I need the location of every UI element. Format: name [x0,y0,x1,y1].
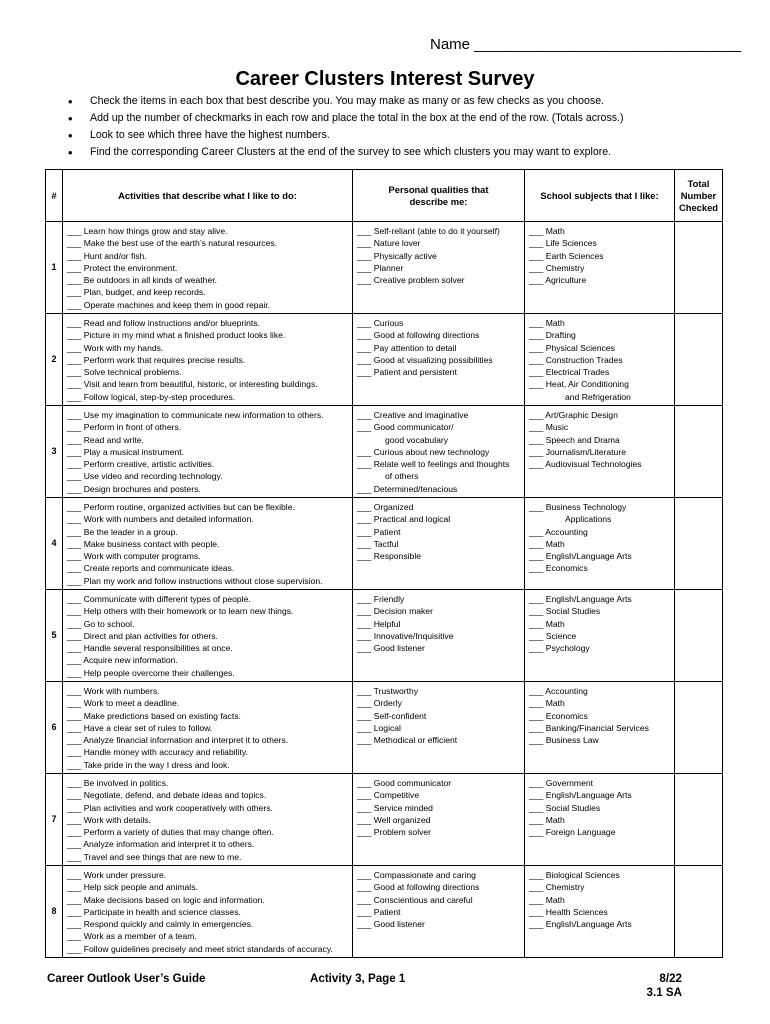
quality-checkbox-item[interactable]: ___ Trustworthy [357,686,419,696]
qualities-cell [353,590,525,682]
header-activities: Activities that describe what I like to do: [63,170,353,222]
row-number: 4 [46,498,63,590]
activity-checkbox-item[interactable]: ___ Be involved in politics. [67,778,169,788]
activity-checkbox-item[interactable]: ___ Read and follow instructions and/or blueprints. [67,318,260,328]
activity-checkbox-item[interactable]: ___ Analyze financial information and interpret it to others. [67,735,289,746]
name-field-label: Name ________________________________ [430,36,742,53]
instruction-item: • Add up the number of checkmarks in each row and place the total in the box at the end of the row. (Totals across.) [68,110,624,127]
quality-checkbox-item[interactable]: ___ Good communicator/ [357,422,454,433]
total-checked-box[interactable] [675,866,723,958]
instructions-list [68,93,624,161]
subject-checkbox-item[interactable]: ___ Physical Sciences [529,342,615,353]
row-number: 3 [46,406,63,498]
quality-checkbox-item[interactable]: ___ Service minded [357,802,433,813]
subject-checkbox-item[interactable]: ___ Accounting [529,686,588,696]
subject-checkbox-item[interactable]: ___ Foreign Language [529,827,616,838]
activity-checkbox-item[interactable]: ___ Help people overcome their challenges. [67,667,235,678]
activity-checkbox-item[interactable]: ___ Plan activities and work cooperatively with others. [67,802,273,813]
header-qualities-line: Personal qualities that [388,183,489,195]
row-number: 8 [46,866,63,958]
row-number: 6 [46,682,63,774]
quality-checkbox-item[interactable]: ___ Conscientious and careful [357,894,473,905]
header-subjects: School subjects that I like: [525,170,675,222]
activity-checkbox-item[interactable]: ___ Perform work that requires precise results. [67,354,246,365]
qualities-cell [353,314,525,406]
subject-checkbox-item[interactable]: ___ Math [529,698,565,709]
subject-checkbox-item[interactable]: ___ English/Language Arts [529,790,632,801]
subject-checkbox-item[interactable]: ___ Economics [529,563,588,574]
instruction-item: • Check the items in each box that best describe you. You may make as many or as few checks as you choose. [68,93,624,110]
footer-activity-page: Activity 3, Page 1 [310,972,406,985]
activity-checkbox-item[interactable]: ___ Have a clear set of rules to follow. [67,722,213,733]
quality-checkbox-item[interactable]: ___ Orderly [357,698,402,709]
activities-cell [63,314,353,406]
quality-checkbox-item[interactable]: ___ Compassionate and caring [357,870,476,880]
header-total [675,170,723,222]
subject-checkbox-item[interactable]: ___ Electrical Trades [529,367,610,378]
row-number: 5 [46,590,63,682]
subject-checkbox-item[interactable]: ___ Biological Sciences [529,870,620,880]
subject-checkbox-item[interactable]: ___ Construction Trades [529,354,623,365]
subject-checkbox-item[interactable]: ___ Psychology [529,643,590,654]
subject-checkbox-item[interactable]: ___ Math [529,894,565,905]
header-total-line: Total [687,177,710,189]
activities-cell [63,406,353,498]
subject-checkbox-item[interactable]: ___ Math [529,814,565,825]
table-header-row [46,170,723,222]
header-number: # [46,170,63,222]
activity-checkbox-item[interactable]: ___ Go to school. [67,618,135,629]
subject-checkbox-item[interactable]: ___ Chemistry [529,262,585,273]
subjects-cell [525,866,675,958]
quality-checkbox-item[interactable]: ___ Patient and persistent [357,367,457,378]
subject-checkbox-item[interactable]: ___ Social Studies [529,606,601,617]
activity-checkbox-item[interactable]: ___ Solve technical problems. [67,367,182,378]
activity-checkbox-item[interactable]: ___ Handle money with accuracy and reliability. [67,747,248,758]
quality-checkbox-item[interactable]: ___ Patient [357,906,401,917]
activity-checkbox-item[interactable]: ___ Follow guidelines precisely and meet strict standards of accuracy. [67,943,333,954]
quality-checkbox-item[interactable]: ___ Determined/tenacious [357,483,458,494]
subject-checkbox-item[interactable]: ___ Math [529,538,565,549]
table-row [46,590,723,682]
subject-checkbox-item[interactable]: ___ Government [529,778,594,788]
activity-checkbox-item[interactable]: ___ Hunt and/or fish. [67,250,147,261]
activity-checkbox-item[interactable]: ___ Take pride in the way I dress and look. [67,759,230,770]
quality-checkbox-item[interactable]: ___ Competitive [357,790,420,801]
activity-checkbox-item[interactable]: ___ Analyze information and interpret it to others. [67,839,255,850]
quality-item-continuation[interactable]: of others [385,471,419,482]
quality-checkbox-item[interactable]: ___ Innovative/Inquisitive [357,630,454,641]
page-title: Career Clusters Interest Survey [235,68,535,90]
footer-date: 8/22 [659,972,682,985]
total-checked-box[interactable] [675,590,723,682]
activity-checkbox-item[interactable]: ___ Use my imagination to communicate new information to others. [67,410,324,420]
quality-checkbox-item[interactable]: ___ Good at visualizing possibilities [357,354,493,365]
activity-checkbox-item[interactable]: ___ Perform in front of others. [67,422,182,433]
qualities-cell [353,498,525,590]
subject-checkbox-item[interactable]: ___ Math [529,318,565,328]
subject-checkbox-item[interactable]: ___ Earth Sciences [529,250,604,261]
subject-checkbox-item[interactable]: ___ Chemistry [529,882,585,893]
activities-cell [63,774,353,866]
qualities-cell [353,866,525,958]
quality-checkbox-item[interactable]: ___ Organized [357,502,414,512]
activity-checkbox-item[interactable]: ___ Perform creative, artistic activities. [67,459,215,470]
quality-item-continuation[interactable]: good vocabulary [385,434,449,445]
table-row [46,222,723,314]
quality-checkbox-item[interactable]: ___ Methodical or efficient [357,735,458,746]
subject-item-continuation[interactable]: Applications [565,514,612,525]
header-qualities-line: describe me: [409,195,468,207]
footer-guide-title: Career Outlook User’s Guide [47,972,206,985]
table-row [46,866,723,958]
quality-checkbox-item[interactable]: ___ Responsible [357,551,422,562]
activity-checkbox-item[interactable]: ___ Read and write. [67,434,144,445]
activity-checkbox-item[interactable]: ___ Be the leader in a group. [67,526,178,537]
quality-checkbox-item[interactable]: ___ Friendly [357,594,405,604]
activity-checkbox-item[interactable]: ___ Picture in my mind what a finished product looks like. [67,330,286,341]
activity-checkbox-item[interactable]: ___ Make decisions based on logic and information. [67,894,265,905]
quality-checkbox-item[interactable]: ___ Physically active [357,250,437,261]
activity-checkbox-item[interactable]: ___ Use video and recording technology. [67,471,223,482]
total-checked-box[interactable] [675,774,723,866]
activity-checkbox-item[interactable]: ___ Work as a member of a team. [67,931,197,942]
activity-checkbox-item[interactable]: ___ Work with my hands. [67,342,164,353]
quality-checkbox-item[interactable]: ___ Curious [357,318,404,328]
activity-checkbox-item[interactable]: ___ Make business contact with people. [67,538,220,549]
quality-checkbox-item[interactable]: ___ Good communicator [357,778,452,788]
total-checked-box[interactable] [675,406,723,498]
activity-checkbox-item[interactable]: ___ Work with numbers. [67,686,160,696]
subject-checkbox-item[interactable]: ___ Accounting [529,526,588,537]
subjects-cell [525,498,675,590]
quality-checkbox-item[interactable]: ___ Self-reliant (able to do it yourself) [357,226,500,236]
activity-checkbox-item[interactable]: ___ Operate machines and keep them in good repair. [67,299,271,310]
subject-checkbox-item[interactable]: ___ Agriculture [529,275,587,286]
subject-checkbox-item[interactable]: ___ Journalism/Literature [529,446,626,457]
subject-checkbox-item[interactable]: ___ Art/Graphic Design [529,410,618,420]
subjects-cell [525,222,675,314]
subject-item-continuation[interactable]: and Refrigeration [565,391,631,402]
activities-cell [63,222,353,314]
activity-checkbox-item[interactable]: ___ Work with numbers and detailed information. [67,514,254,525]
activities-cell [63,498,353,590]
activity-checkbox-item[interactable]: ___ Plan my work and follow instructions without close supervision. [67,575,323,586]
quality-checkbox-item[interactable]: ___ Helpful [357,618,401,629]
quality-checkbox-item[interactable]: ___ Creative and imaginative [357,410,469,420]
activities-cell [63,682,353,774]
subject-checkbox-item[interactable]: ___ Life Sciences [529,238,597,249]
quality-checkbox-item[interactable]: ___ Patient [357,526,401,537]
quality-checkbox-item[interactable]: ___ Self-confident [357,710,427,721]
activities-cell [63,866,353,958]
subject-checkbox-item[interactable]: ___ Health Sciences [529,906,608,917]
qualities-cell [353,222,525,314]
total-checked-box[interactable] [675,222,723,314]
quality-checkbox-item[interactable]: ___ Creative problem solver [357,275,465,286]
activity-checkbox-item[interactable]: ___ Visit and learn from beautiful, historic, or interesting buildings. [67,379,318,390]
quality-checkbox-item[interactable]: ___ Relate well to feelings and thoughts [357,459,510,470]
activity-checkbox-item[interactable]: ___ Work to meet a deadline. [67,698,180,709]
subject-checkbox-item[interactable]: ___ Audiovisual Technologies [529,459,642,470]
activity-checkbox-item[interactable]: ___ Help sick people and animals. [67,882,198,893]
subject-checkbox-item[interactable]: ___ Heat, Air Conditioning [529,379,629,390]
footer-code: 3.1 SA [646,986,682,999]
quality-checkbox-item[interactable]: ___ Well organized [357,814,431,825]
total-checked-box[interactable] [675,314,723,406]
header-total-line: Checked [678,201,719,213]
activity-checkbox-item[interactable]: ___ Direct and plan activities for others. [67,630,218,641]
activity-checkbox-item[interactable]: ___ Help others with their homework or to learn new things. [67,606,294,617]
activity-checkbox-item[interactable]: ___ Work with computer programs. [67,551,201,562]
subjects-cell [525,406,675,498]
activity-checkbox-item[interactable]: ___ Handle several responsibilities at once. [67,643,233,654]
activity-checkbox-item[interactable]: ___ Protect the environment. [67,262,178,273]
table-row [46,682,723,774]
activities-cell [63,590,353,682]
quality-checkbox-item[interactable]: ___ Good at following directions [357,330,480,341]
quality-checkbox-item[interactable]: ___ Logical [357,722,401,733]
qualities-cell [353,406,525,498]
survey-table [45,169,723,958]
activity-checkbox-item[interactable]: ___ Acquire new information. [67,655,178,666]
subjects-cell [525,682,675,774]
qualities-cell [353,774,525,866]
subject-checkbox-item[interactable]: ___ English/Language Arts [529,551,632,562]
subject-checkbox-item[interactable]: ___ Business Technology [529,502,627,512]
activity-checkbox-item[interactable]: ___ Work with details. [67,814,151,825]
quality-checkbox-item[interactable]: ___ Curious about new technology [357,446,490,457]
subject-checkbox-item[interactable]: ___ English/Language Arts [529,919,632,930]
subject-checkbox-item[interactable]: ___ Music [529,422,569,433]
activity-checkbox-item[interactable]: ___ Negotiate, defend, and debate ideas and topics. [67,790,267,801]
instruction-item: • Look to see which three have the highest numbers. [68,127,624,144]
activity-checkbox-item[interactable]: ___ Learn how things grow and stay alive. [67,226,228,236]
instruction-item: • Find the corresponding Career Clusters at the end of the survey to see which clusters you may want to explore. [68,144,624,161]
activity-checkbox-item[interactable]: ___ Participate in health and science classes. [67,906,241,917]
activity-checkbox-item[interactable]: ___ Work under pressure. [67,870,167,880]
subject-checkbox-item[interactable]: ___ Math [529,618,565,629]
quality-checkbox-item[interactable]: ___ Pay attention to detail [357,342,457,353]
activity-checkbox-item[interactable]: ___ Play a musical instrument. [67,446,185,457]
quality-checkbox-item[interactable]: ___ Tactful [357,538,399,549]
row-number: 2 [46,314,63,406]
activity-checkbox-item[interactable]: ___ Perform a variety of duties that may change often. [67,827,274,838]
activity-checkbox-item[interactable]: ___ Travel and see things that are new to me. [67,851,242,862]
total-checked-box[interactable] [675,682,723,774]
activity-checkbox-item[interactable]: ___ Follow logical, step-by-step procedures. [67,391,236,402]
activity-checkbox-item[interactable]: ___ Communicate with different types of people. [67,594,251,604]
table-row [46,498,723,590]
subjects-cell [525,314,675,406]
activity-checkbox-item[interactable]: ___ Make predictions based on existing facts. [67,710,241,721]
activity-checkbox-item[interactable]: ___ Create reports and communicate ideas. [67,563,235,574]
header-total-line: Number [680,189,717,201]
quality-checkbox-item[interactable]: ___ Decision maker [357,606,433,617]
subject-checkbox-item[interactable]: ___ Social Studies [529,802,601,813]
footer-version [600,972,682,1000]
total-checked-box[interactable] [675,498,723,590]
activity-checkbox-item[interactable]: ___ Perform routine, organized activities but can be flexible. [67,502,295,512]
quality-checkbox-item[interactable]: ___ Nature lover [357,238,421,249]
quality-checkbox-item[interactable]: ___ Good at following directions [357,882,480,893]
subject-checkbox-item[interactable]: ___ English/Language Arts [529,594,632,604]
table-row [46,314,723,406]
subject-checkbox-item[interactable]: ___ Drafting [529,330,576,341]
activity-checkbox-item[interactable]: ___ Be outdoors in all kinds of weather. [67,275,218,286]
activity-checkbox-item[interactable]: ___ Respond quickly and calmly in emergencies. [67,919,254,930]
subject-checkbox-item[interactable]: ___ Economics [529,710,588,721]
row-number: 7 [46,774,63,866]
activity-checkbox-item[interactable]: ___ Design brochures and posters. [67,483,201,494]
quality-checkbox-item[interactable]: ___ Practical and logical [357,514,451,525]
subject-checkbox-item[interactable]: ___ Math [529,226,565,236]
subject-checkbox-item[interactable]: ___ Banking/Financial Services [529,722,649,733]
subject-checkbox-item[interactable]: ___ Science [529,630,577,641]
table-row [46,406,723,498]
quality-checkbox-item[interactable]: ___ Good listener [357,643,425,654]
activity-checkbox-item[interactable]: ___ Make the best use of the earth’s natural resources. [67,238,278,249]
quality-checkbox-item[interactable]: ___ Good listener [357,919,425,930]
quality-checkbox-item[interactable]: ___ Planner [357,262,404,273]
row-number: 1 [46,222,63,314]
subjects-cell [525,774,675,866]
quality-checkbox-item[interactable]: ___ Problem solver [357,827,432,838]
subjects-cell [525,590,675,682]
subject-checkbox-item[interactable]: ___ Speech and Drama [529,434,620,445]
subject-checkbox-item[interactable]: ___ Business Law [529,735,599,746]
table-row [46,774,723,866]
activity-checkbox-item[interactable]: ___ Plan, budget, and keep records. [67,287,206,298]
header-qualities [353,170,525,222]
qualities-cell [353,682,525,774]
